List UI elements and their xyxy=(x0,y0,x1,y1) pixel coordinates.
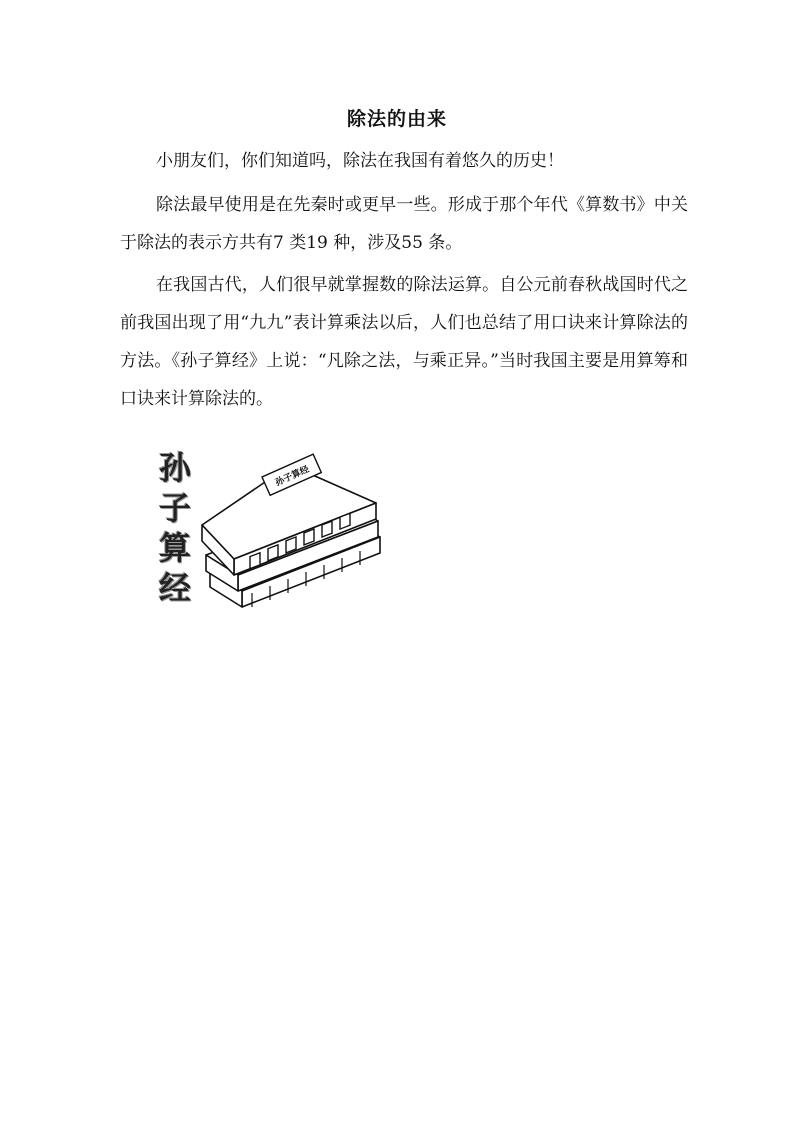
paragraph-origin: 除法最早使用是在先秦时或更早一些。形成于那个年代《算数书》中关于除法的表示方共有7 类19 种，涉及55 条。 xyxy=(120,195,688,253)
document-title: 除法的由来 xyxy=(346,108,447,130)
book-cover-label: 孙子算经 xyxy=(273,464,311,489)
vertical-title-char: 算 xyxy=(158,529,191,567)
vertical-title-char: 孙 xyxy=(158,449,191,487)
vertical-title-char: 经 xyxy=(158,569,191,607)
paragraph-history: 在我国古代，人们很早就掌握数的除法运算。自公元前春秋战国时代之前我国出现了用“九九”表计算乘法以后，人们也总结了用口诀来计算除法的方法。《孙子算经》上说：“凡除之法，与乘正异。”当时我国主要是用算筹和口诀来计算除法的。 xyxy=(120,275,688,409)
book-stack-illustration xyxy=(150,443,390,633)
paragraph-intro: 小朋友们，你们知道吗，除法在我国有着悠久的历史！ xyxy=(156,151,564,171)
vertical-title-char: 子 xyxy=(158,489,191,527)
